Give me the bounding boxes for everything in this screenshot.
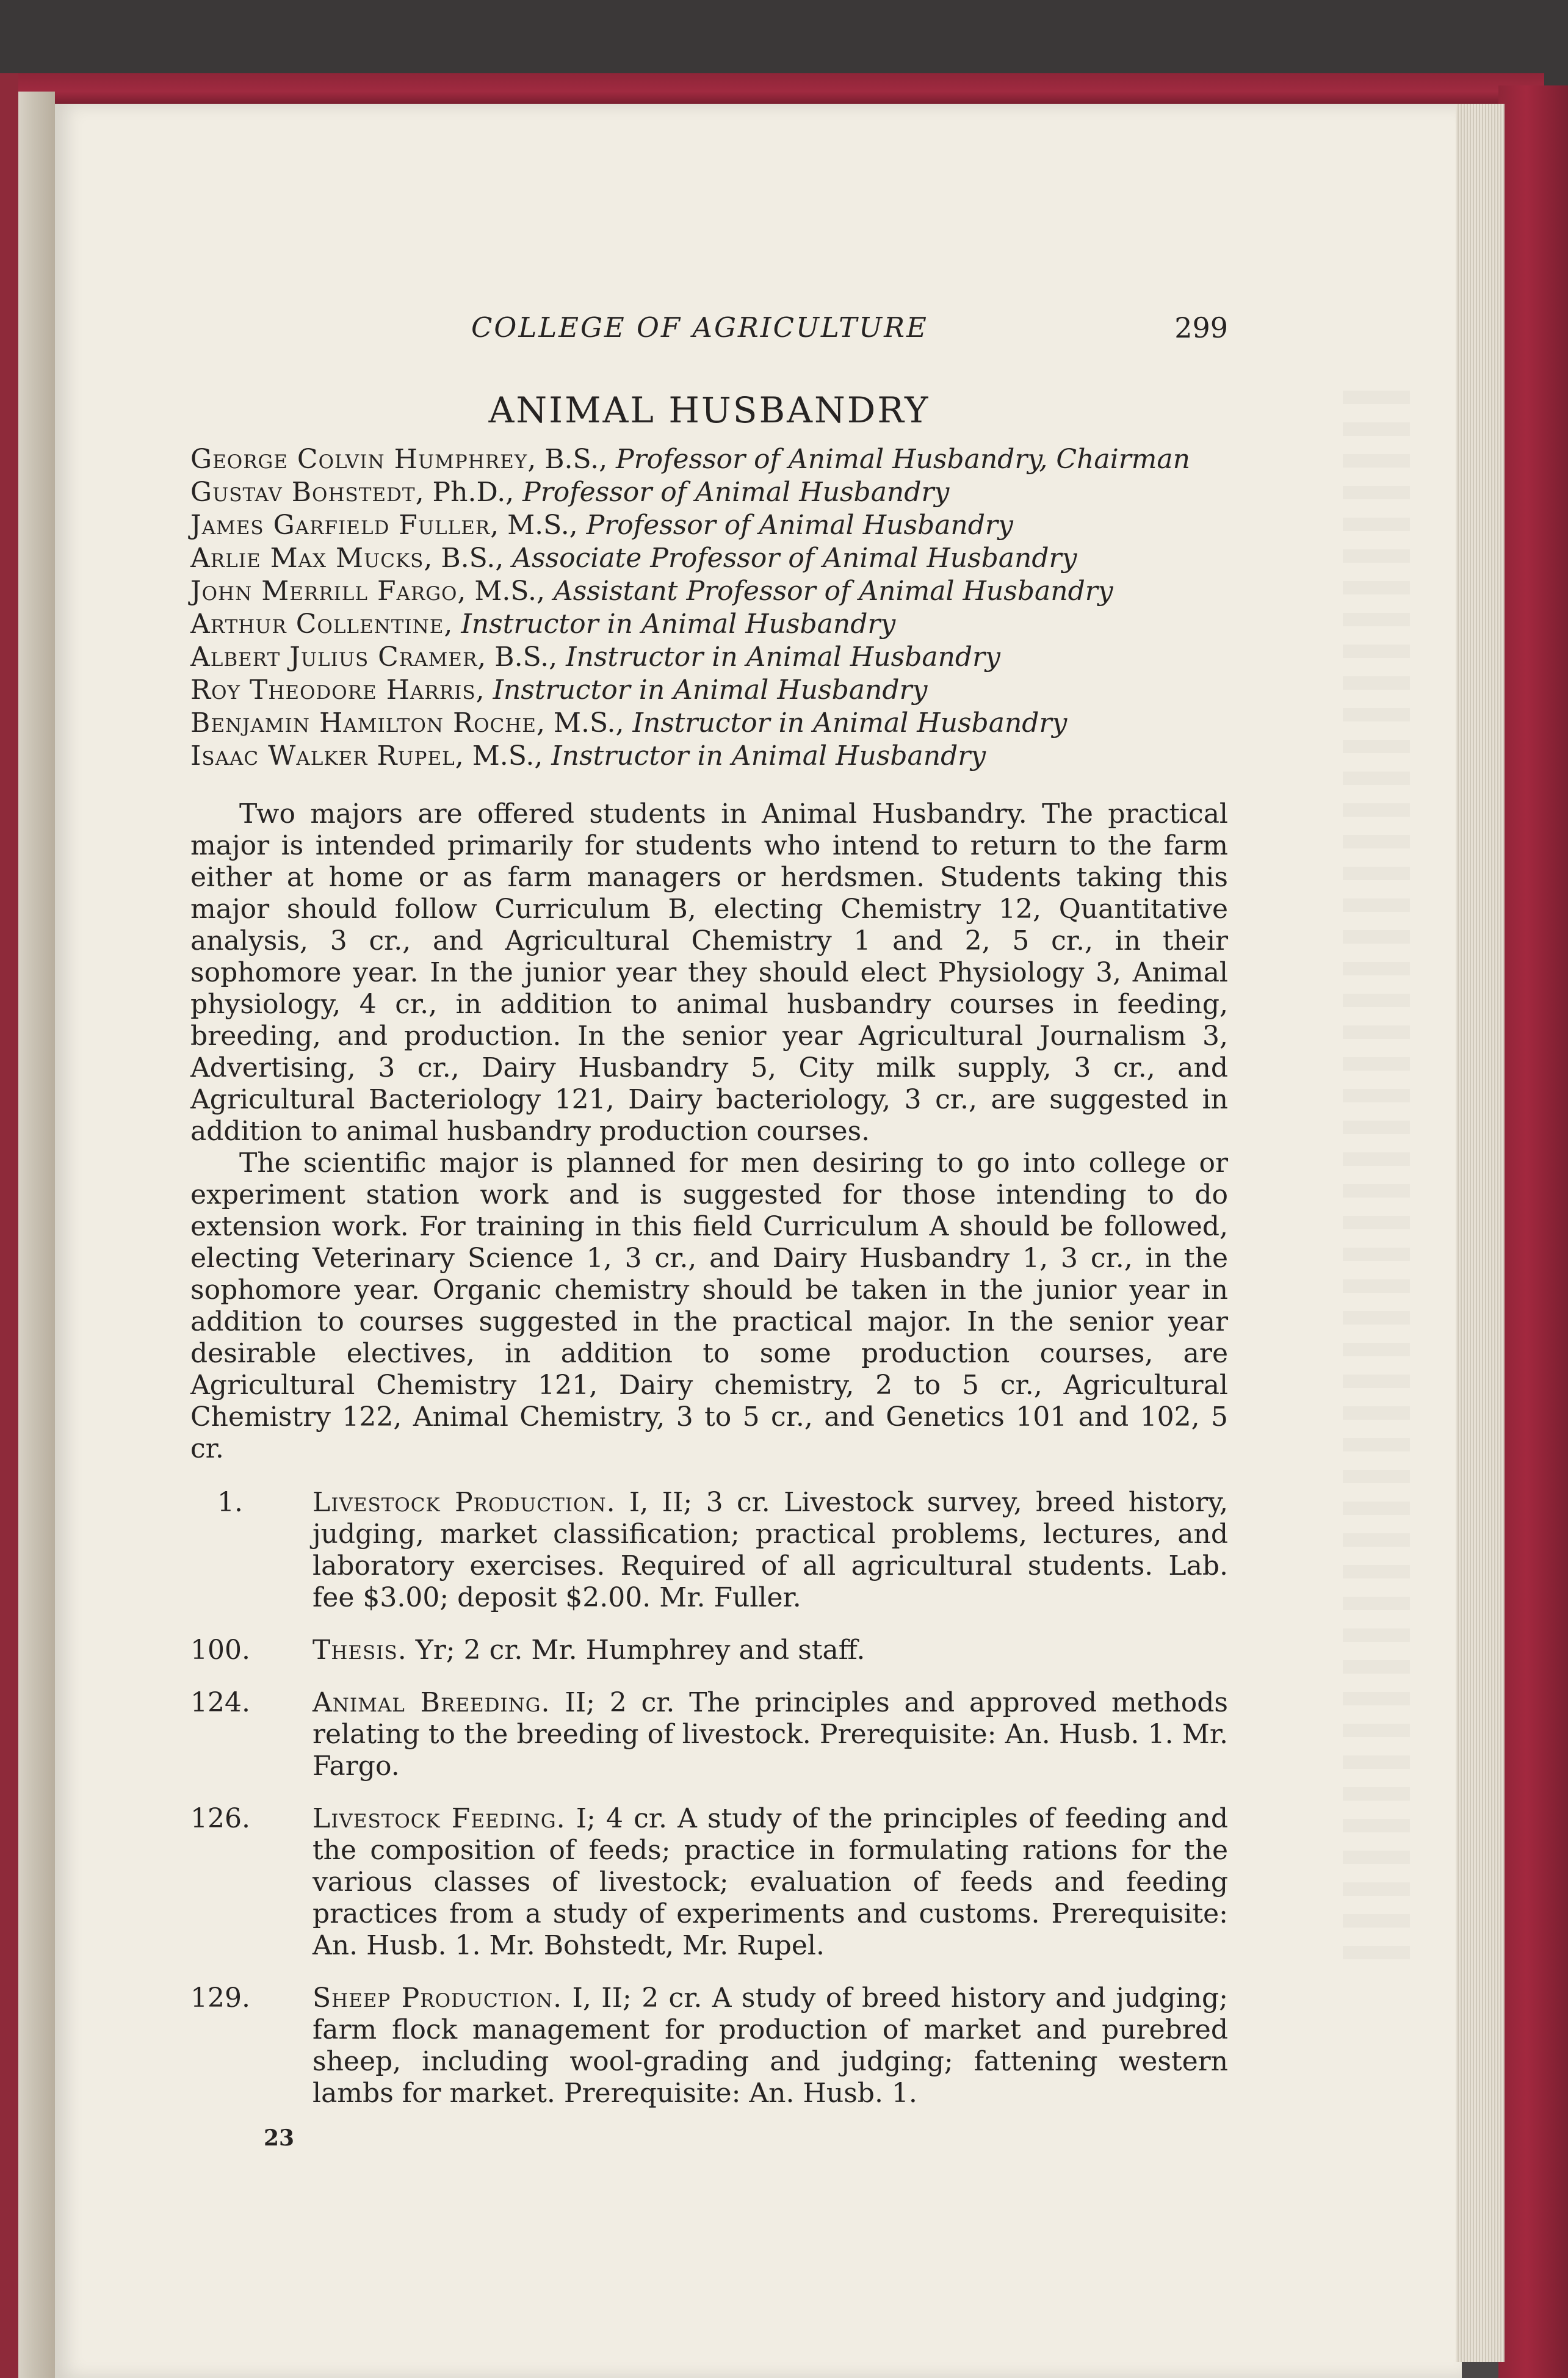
course-description: I, II; 3 cr. Livestock survey, breed history, judging, market classification; practical problems, lectures, and laboratory exercises. Required of all agricultural students. Lab. fee $3.00; deposit $2.00. Mr. Fuller. xyxy=(313,1487,1228,1613)
running-head xyxy=(190,305,1228,348)
book-cover-top xyxy=(18,73,1544,104)
faculty-degree: , B.S., xyxy=(424,543,513,574)
faculty-role: Instructor in Animal Husbandry xyxy=(461,609,896,640)
faculty-role: Professor of Animal Husbandry, Chairman xyxy=(616,444,1190,475)
faculty-degree: , B.S., xyxy=(527,444,616,475)
faculty-entry xyxy=(190,542,1228,575)
faculty-entry xyxy=(190,476,1228,509)
faculty-role: Assistant Professor of Animal Husbandry xyxy=(553,576,1113,607)
faculty-name: John Merrill Fargo xyxy=(190,576,458,607)
book-cover-right xyxy=(1498,85,1568,2378)
course-entry xyxy=(190,1487,1228,1614)
faculty-role: Instructor in Animal Husbandry xyxy=(551,740,986,772)
faculty-name: Arthur Collentine xyxy=(190,609,444,640)
facing-page-edge xyxy=(18,92,55,2378)
faculty-degree: , M.S., xyxy=(490,510,587,541)
faculty-name: Arlie Max Mucks xyxy=(190,543,424,574)
course-entry xyxy=(190,1982,1228,2109)
faculty-entry xyxy=(190,443,1228,476)
course-title: Sheep Production. xyxy=(313,1982,563,2014)
faculty-name: Gustav Bohstedt xyxy=(190,477,416,508)
faculty-role: Professor of Animal Husbandry xyxy=(522,477,950,508)
course-list xyxy=(190,1487,1228,2109)
section-heading: ANIMAL HUSBANDRY xyxy=(488,389,930,431)
paragraph-scientific-major: The scientific major is planned for men desiring to go into college or experiment station work and is suggested for those intending to do extension work. For training in this field Curriculum A should be followed, electing Veterinary Science 1, 3 cr., and Dairy Husbandry 1, 3 cr., in the sophomore year. Organic chemistry should be taken in the junior year in addition to courses suggested in the practical major. In the senior year desirable electives, in addition to some production courses, are Agricultural Chemistry 121, Dairy chemistry, 2 to 5 cr., Agricultural Chemistry 122, Animal Chemistry, 3 to 5 cr., and Genetics 101 and 102, 5 cr. xyxy=(190,1147,1228,1464)
book-cover-left xyxy=(0,73,18,2378)
faculty-name: Roy Theodore Harris xyxy=(190,674,476,706)
course-description: Yr; 2 cr. Mr. Humphrey and staff. xyxy=(406,1635,865,1666)
course-description: II; 2 cr. The principles and approved methods relating to the breeding of livestock. Prerequisite: An. Husb. 1. Mr. Fargo. xyxy=(313,1687,1229,1782)
course-description: I, II; 2 cr. A study of breed history and judging; farm flock management for production of market and purebred sheep, including wool-grading and judging; fattening western lambs for market. Prerequisite: An. Husb. 1. xyxy=(313,1982,1228,2109)
course-description: I; 4 cr. A study of the principles of feeding and the composition of feeds; practice in formulating rations for the various classes of livestock; evaluation of feeds and feeding practices from a study of experiments and customs. Prerequisite: An. Husb. 1. Mr. Bohstedt, Mr. Rupel. xyxy=(313,1803,1228,1961)
faculty-entry xyxy=(190,674,1228,707)
faculty-degree: , M.S., xyxy=(457,576,554,607)
faculty-role: Associate Professor of Animal Husbandry xyxy=(512,543,1077,574)
faculty-role: Instructor in Animal Husbandry xyxy=(493,674,928,706)
course-number: 1. xyxy=(217,1487,243,1518)
course-number: 100. xyxy=(190,1635,250,1666)
faculty-role: Instructor in Animal Husbandry xyxy=(632,707,1068,739)
page-content xyxy=(190,305,1228,2151)
course-entry xyxy=(190,1803,1228,1962)
faculty-entry xyxy=(190,740,1228,773)
course-title: Thesis. xyxy=(313,1635,407,1666)
course-number: 126. xyxy=(190,1803,250,1834)
faculty-name: George Colvin Humphrey xyxy=(190,444,528,475)
signature-mark: 23 xyxy=(264,2125,295,2151)
running-head-title: COLLEGE OF AGRICULTURE xyxy=(471,311,928,344)
faculty-degree: , Ph.D., xyxy=(415,477,523,508)
scan-background-top xyxy=(0,0,1568,85)
faculty-role: Professor of Animal Husbandry xyxy=(586,510,1013,541)
faculty-name: Albert Julius Cramer xyxy=(190,641,478,673)
faculty-name: Isaac Walker Rupel xyxy=(190,740,455,772)
course-entry xyxy=(190,1687,1228,1782)
faculty-role: Instructor in Animal Husbandry xyxy=(566,641,1000,673)
paragraph-practical-major: Two majors are offered students in Animal Husbandry. The practical major is intended primarily for students who intend to return to the farm either at home or as farm managers or herdsmen. Students taking this major should follow Curriculum B, electing Chemistry 12, Quantitative analysis, 3 cr., and Agricultural Chemistry 1 and 2, 5 cr., in their sophomore year. In the junior year they should elect Physiology 3, Animal physiology, 4 cr., in addition to animal husbandry courses in feeding, breeding, and production. In the senior year Agricultural Journalism 3, Advertising, 3 cr., Dairy Husbandry 5, City milk supply, 3 cr., and Agricultural Bacteriology 121, Dairy bacteriology, 3 cr., are suggested in addition to animal husbandry production courses. xyxy=(190,798,1228,1147)
faculty-degree: , M.S., xyxy=(536,707,633,739)
faculty-entry xyxy=(190,641,1228,674)
faculty-degree: , xyxy=(475,674,493,706)
faculty-entry xyxy=(190,608,1228,641)
course-title: Animal Breeding. xyxy=(313,1687,551,1718)
show-through-text xyxy=(1343,391,1410,1978)
faculty-name: Benjamin Hamilton Roche xyxy=(190,707,537,739)
faculty-degree: , M.S., xyxy=(455,740,552,772)
course-title: Livestock Production. xyxy=(313,1487,616,1518)
faculty-degree: , B.S., xyxy=(477,641,566,673)
course-number: 129. xyxy=(190,1982,250,2014)
course-title: Livestock Feeding. xyxy=(313,1803,566,1834)
faculty-name: James Garfield Fuller xyxy=(190,510,491,541)
faculty-entry xyxy=(190,575,1228,608)
faculty-entry xyxy=(190,509,1228,542)
faculty-degree: , xyxy=(444,609,461,640)
faculty-list xyxy=(190,443,1228,773)
course-number: 124. xyxy=(190,1687,250,1718)
course-entry xyxy=(190,1635,1228,1666)
faculty-entry xyxy=(190,707,1228,740)
page-edges xyxy=(1456,104,1505,2362)
page-number: 299 xyxy=(1174,311,1228,344)
